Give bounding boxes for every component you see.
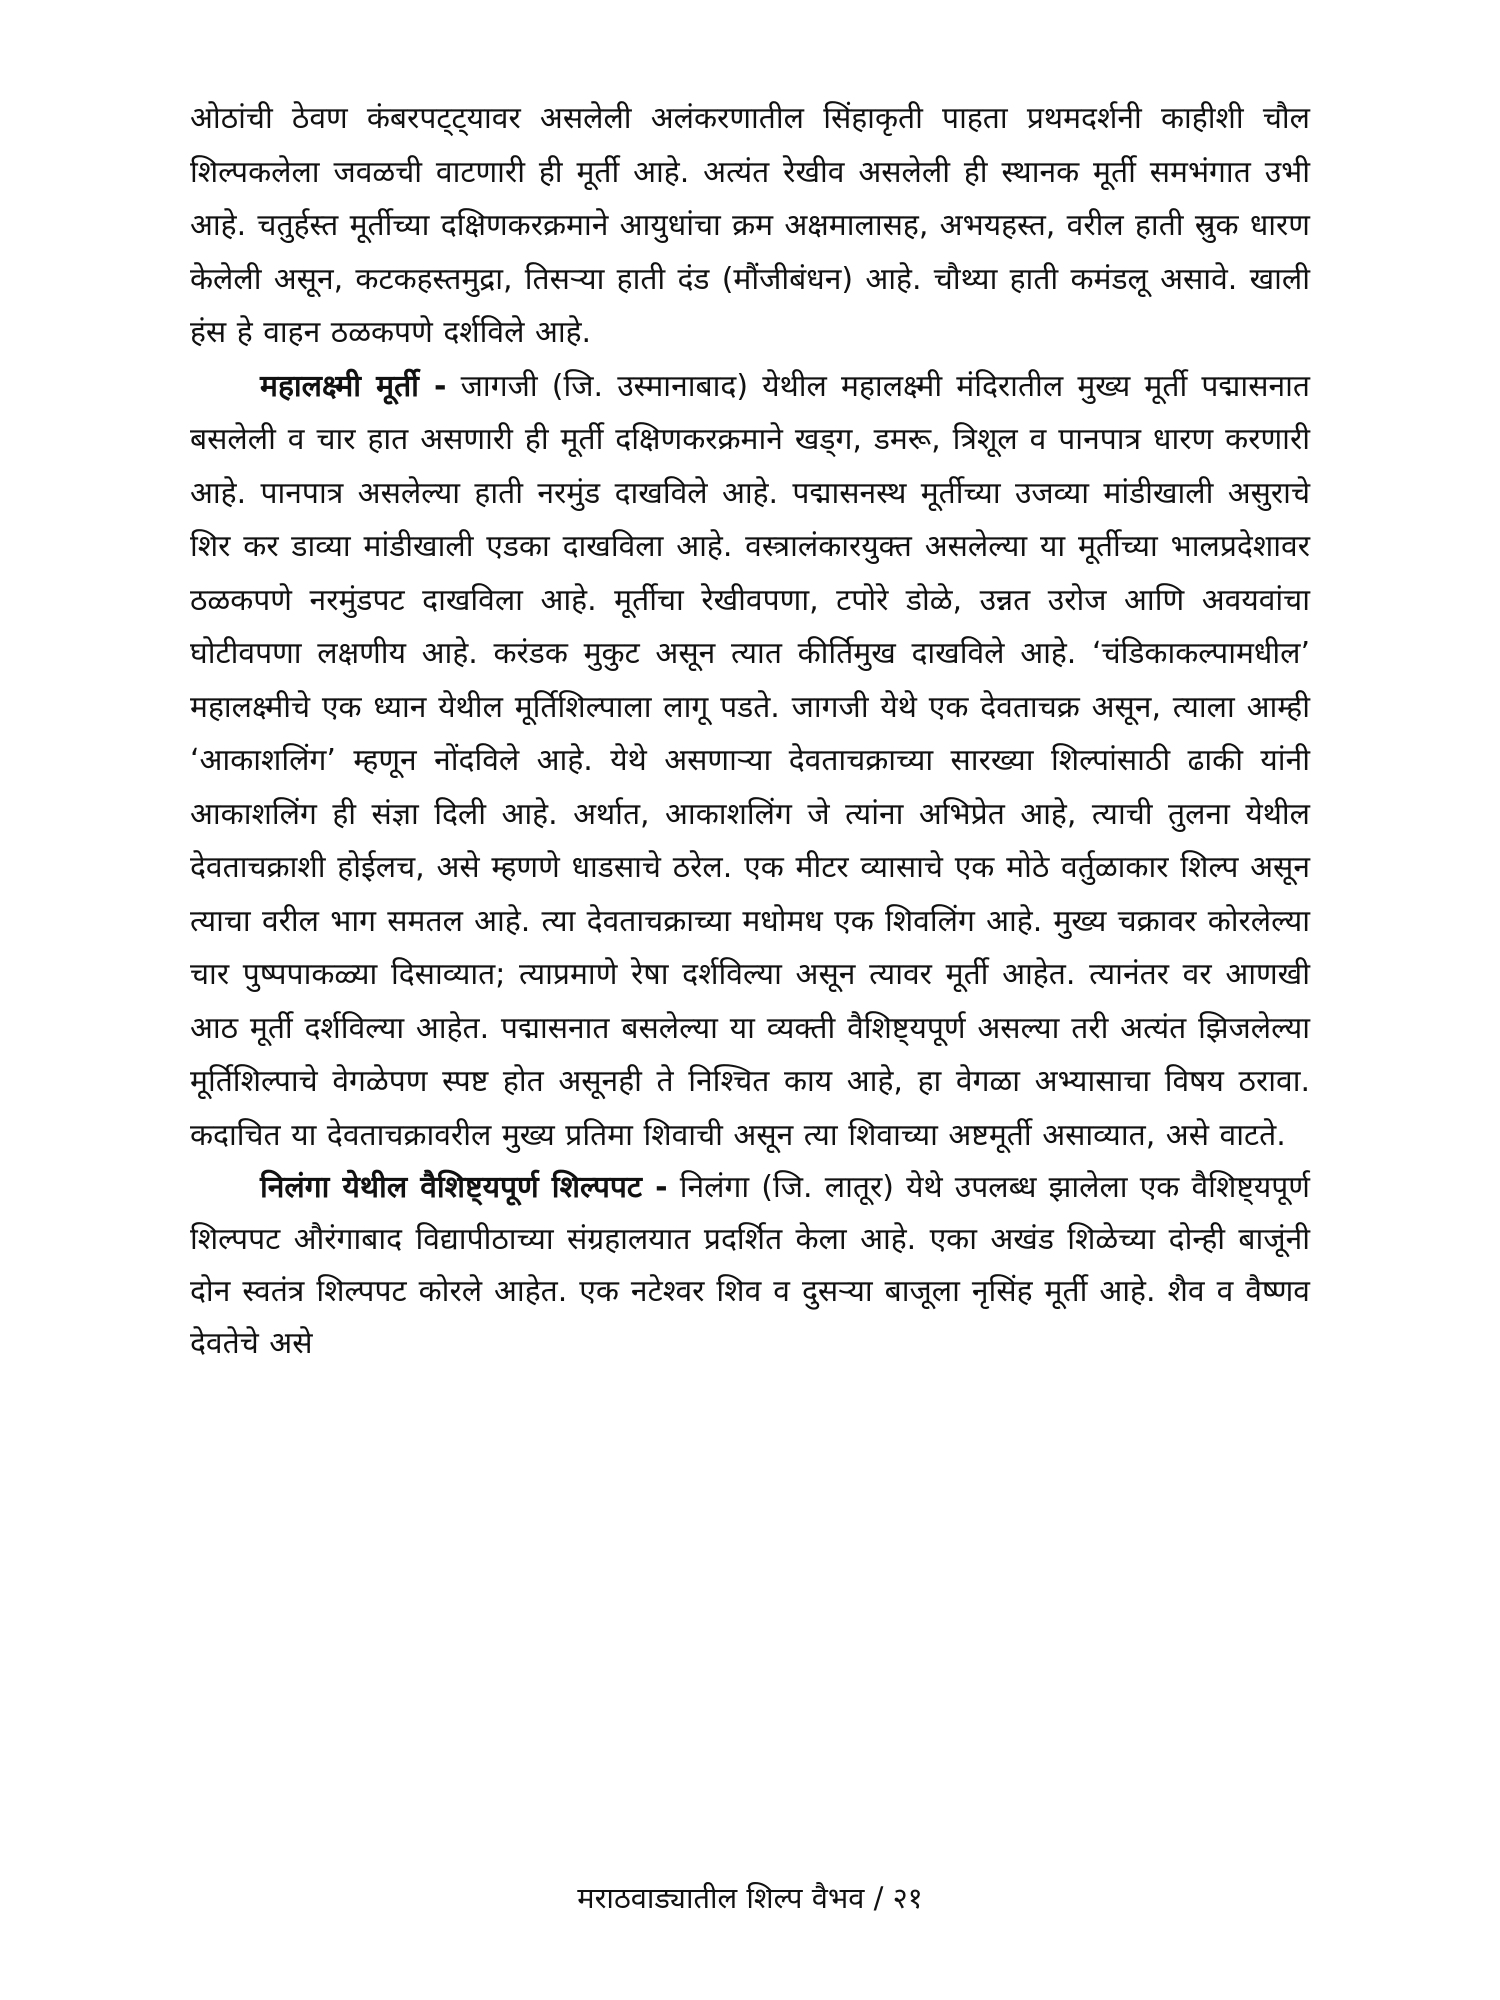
paragraph-intro-text: ओठांची ठेवण कंबरपट्ट्यावर असलेली अलंकरणातील सिंहाकृती पाहता प्रथमदर्शनी काहीशी चौल शिल्पकलेला जवळची वाटणारी ही मूर्ती आहे. अत्यंत रेखीव असलेली ही स्थानक मूर्ती समभंगात उभी आहे. चतुर्हस्त मूर्तीच्या दक्षिणकरक्रमाने आयुधांचा क्रम अक्षमालासह, अभयहस्त, वरील हाती स्रुक धारण केलेली असून, कटकहस्तमुद्रा, तिसऱ्या हाती दंड (मौंजीबंधन) आहे. चौथ्या हाती कमंडलू असावे. खाली हंस हे वाहन ठळकपणे दर्शविले आहे.: [190, 101, 1310, 350]
section-heading-mahalakshmi: महालक्ष्मी मूर्ती -: [260, 368, 447, 404]
paragraph-nilanga-text: निलंगा (जि. लातूर) येथे उपलब्ध झालेला एक वैशिष्ट्यपूर्ण शिल्पपट औरंगाबाद विद्यापीठाच्या संग्रहालयात प्रदर्शित केला आहे. एका अखंड शिळेच्या दोन्ही बाजूंनी दोन स्वतंत्र शिल्पपट कोरले आहेत. एक नटेश्वर शिव व दुसऱ्या बाजूला नृसिंह मूर्ती आहे. शैव व वैष्णव देवतेचे असे: [190, 1170, 1310, 1361]
paragraph-intro: [190, 92, 1310, 360]
paragraph-mahalakshmi-text: जागजी (जि. उस्मानाबाद) येथील महालक्ष्मी मंदिरातील मुख्य मूर्ती पद्मासनात बसलेली व चार हात असणारी ही मूर्ती दक्षिणकरक्रमाने खड्ग, डमरू, त्रिशूल व पानपात्र धारण करणारी आहे. पानपात्र असलेल्या हाती नरमुंड दाखविले आहे. पद्मासनस्थ मूर्तीच्या उजव्या मांडीखाली असुराचे शिर कर डाव्या मांडीखाली एडका दाखविला आहे. वस्त्रालंकारयुक्त असलेल्या या मूर्तीच्या भालप्रदेशावर ठळकपणे नरमुंडपट दाखविला आहे. मूर्तीचा रेखीवपणा, टपोरे डोळे, उन्नत उरोज आणि अवयवांचा घोटीवपणा लक्षणीय आहे. करंडक मुकुट असून त्यात कीर्तिमुख दाखविले आहे. ‘चंडिकाकल्पामधील’ महालक्ष्मीचे एक ध्यान येथील मूर्तिशिल्पाला लागू पडते. जागजी येथे एक देवताचक्र असून, त्याला आम्ही ‘आकाशलिंग’ म्हणून नोंदविले आहे. येथे असणाऱ्या देवताचक्राच्या सारख्या शिल्पांसाठी ढाकी यांनी आकाशलिंग ही संज्ञा दिली आहे. अर्थात, आकाशलिंग जे त्यांना अभिप्रेत आहे, त्याची तुलना येथील देवताचक्राशी होईलच, असे म्हणणे धाडसाचे ठरेल. एक मीटर व्यासाचे एक मोठे वर्तुळाकार शिल्प असून त्याचा वरील भाग समतल आहे. त्या देवताचक्राच्या मधोमध एक शिवलिंग आहे. मुख्य चक्रावर कोरलेल्या चार पुष्पपाकळ्या दिसाव्यात; त्याप्रमाणे रेषा दर्शविल्या असून त्यावर मूर्ती आहेत. त्यानंतर वर आणखी आठ मूर्ती दर्शविल्या आहेत. पद्मासनात बसलेल्या या व्यक्ती वैशिष्ट्यपूर्ण असल्या तरी अत्यंत झिजलेल्या मूर्तिशिल्पाचे वेगळेपण स्पष्ट होत असूनही ते निश्चित काय आहे, हा वेगळा अभ्यासाचा विषय ठरावा. कदाचित या देवताचक्रावरील मुख्य प्रतिमा शिवाची असून त्या शिवाच्या अष्टमूर्ती असाव्यात, असे वाटते.: [190, 368, 1310, 1153]
page-body: [190, 92, 1310, 1370]
section-heading-nilanga: निलंगा येथील वैशिष्ट्यपूर्ण शिल्पपट -: [260, 1170, 668, 1205]
paragraph-nilanga: [190, 1162, 1310, 1370]
paragraph-mahalakshmi: [190, 360, 1310, 1163]
page-footer: मराठवाड्यातील शिल्प वैभव / २१: [577, 1881, 923, 1915]
